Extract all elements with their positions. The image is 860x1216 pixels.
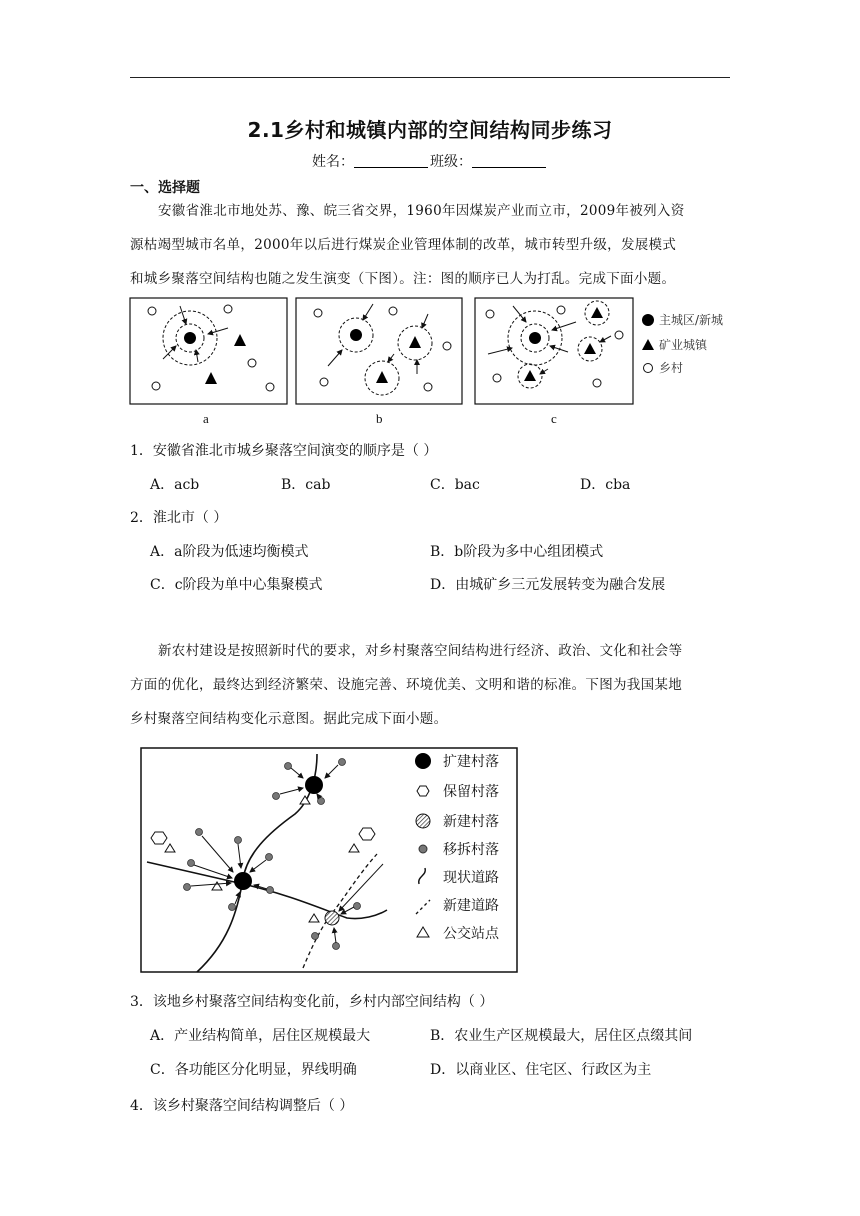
- passage-2-line: 方面的优化，最终达到经济繁荣、设施完善、环境优美、文明和谐的标准。下图为我国某地: [130, 677, 682, 693]
- figure-1-panel-a: [130, 298, 287, 404]
- question-2-stem: 2．淮北市（ ）: [130, 510, 228, 526]
- q2-option-c[interactable]: C．c阶段为单中心集聚模式: [150, 577, 323, 593]
- legend-village: 乡村: [659, 361, 684, 375]
- legend-retained-village: 保留村落: [443, 784, 499, 800]
- legend-new-road: 新建道路: [443, 898, 499, 914]
- class-label: 班级：: [430, 154, 472, 170]
- passage-1: [130, 194, 730, 296]
- header-rule: [130, 77, 730, 78]
- panel-label-a: a: [203, 411, 209, 426]
- legend-existing-road: 现状道路: [443, 870, 499, 886]
- q1-option-a[interactable]: A．acb: [150, 477, 200, 493]
- legend-bus-stop: 公交站点: [443, 926, 499, 942]
- q3-option-a[interactable]: A．产业结构简单，居住区规模最大: [150, 1028, 371, 1044]
- class-blank[interactable]: [472, 153, 546, 168]
- passage-1-line: 安徽省淮北市地处苏、豫、皖三省交界，1960年因煤炭产业而立市，2009年被列入资: [158, 203, 685, 219]
- q2-option-d[interactable]: D．由城矿乡三元发展转变为融合发展: [430, 577, 666, 593]
- legend-relocated-village: 移拆村落: [443, 842, 499, 858]
- q3-option-b[interactable]: B．农业生产区规模最大，居住区点缀其间: [430, 1028, 693, 1044]
- q3-option-c[interactable]: C．各功能区分化明显，界线明确: [150, 1062, 357, 1078]
- panel-label-b: b: [376, 411, 383, 426]
- passage-2-line: 乡村聚落空间结构变化示意图。据此完成下面小题。: [130, 711, 448, 727]
- passage-2-line: 新农村建设是按照新时代的要求，对乡村聚落空间结构进行经济、政治、文化和社会等: [158, 643, 683, 659]
- legend-main-city: 主城区/新城: [659, 313, 724, 327]
- figure-1-panel-c: [475, 298, 633, 404]
- name-class-row: [0, 151, 860, 171]
- question-4-stem: 4．该乡村聚落空间结构调整后（ ）: [130, 1098, 354, 1114]
- figure-1-panel-b: [296, 298, 462, 404]
- q2-option-a[interactable]: A．a阶段为低速均衡模式: [150, 544, 309, 560]
- name-blank[interactable]: [354, 153, 428, 168]
- page-title: 2.1乡村和城镇内部的空间结构同步练习: [247, 118, 613, 142]
- question-3-stem: 3．该地乡村聚落空间结构变化前，乡村内部空间结构（ ）: [130, 994, 494, 1010]
- passage-1-line: 和城乡聚落空间结构也随之发生演变（下图）。注：图的顺序已人为打乱。完成下面小题。: [130, 271, 676, 287]
- q3-option-d[interactable]: D．以商业区、住宅区、行政区为主: [430, 1062, 652, 1078]
- q1-option-b[interactable]: B．cab: [281, 477, 331, 493]
- q1-option-c[interactable]: C．bac: [430, 477, 480, 493]
- legend-expanded-village: 扩建村落: [443, 754, 499, 770]
- figure-1-legend: [642, 313, 723, 375]
- q2-option-b[interactable]: B．b阶段为多中心组团模式: [430, 544, 604, 560]
- passage-1-line: 源枯竭型城市名单，2000年以后进行煤炭企业管理体制的改革，城市转型升级，发展模式: [130, 237, 677, 253]
- legend-mining-town: 矿业城镇: [659, 338, 708, 352]
- passage-2: [130, 634, 730, 736]
- section-title: 一、选择题: [130, 180, 200, 196]
- figure-1-settlement-evolution: [128, 294, 740, 408]
- name-label: 姓名：: [312, 154, 354, 170]
- legend-new-village: 新建村落: [443, 814, 499, 830]
- q1-option-d[interactable]: D．cba: [580, 477, 631, 493]
- panel-label-c: c: [551, 411, 557, 426]
- question-1-stem: 1．安徽省淮北市城乡聚落空间演变的顺序是（ ）: [130, 443, 438, 459]
- figure-2-rural-settlement-map: [137, 744, 521, 976]
